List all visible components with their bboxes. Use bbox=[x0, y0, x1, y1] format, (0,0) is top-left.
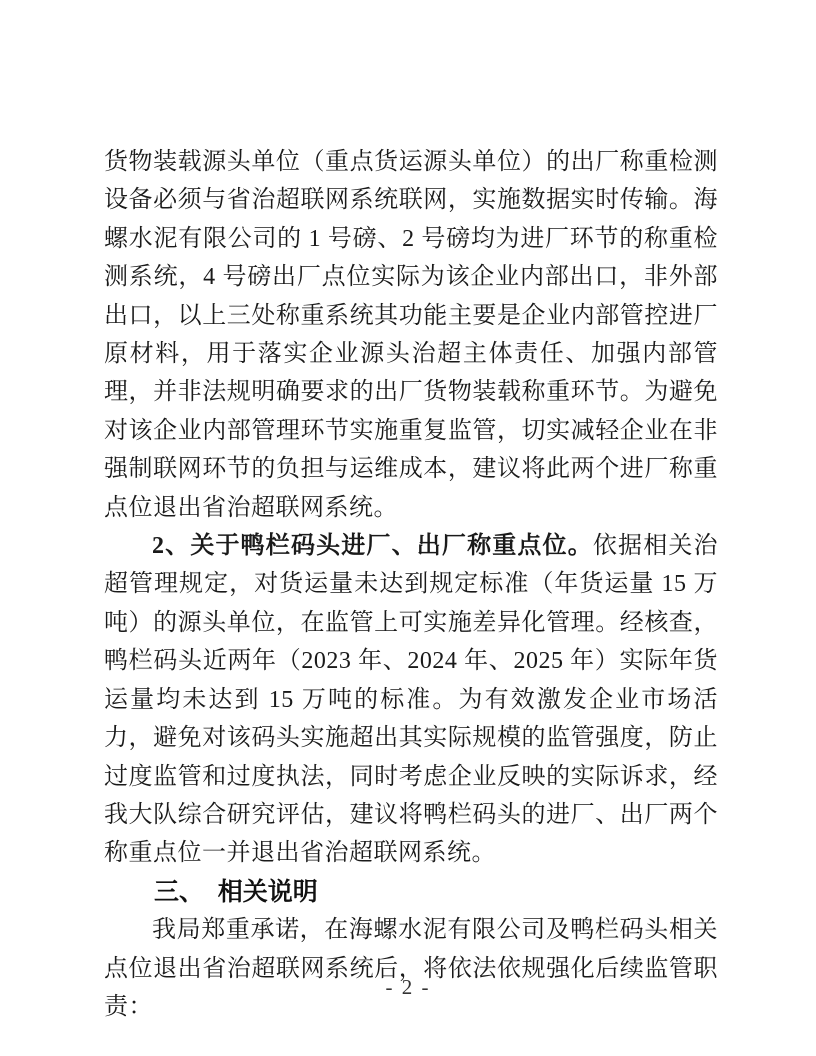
page-number: - 2 - bbox=[385, 975, 431, 999]
item-2-body-text: 依据相关治超管理规定，对货运量未达到规定标准（年货运量 15 万吨）的源头单位，在监管上可实施差异化管理。经核查，鸭栏码头近两年（2023 年、2024 年、2025 年）实际年货运量均未达到 15 万吨的标准。为有效激发企业市场活力，避免对该码头实施超出其实际规模的监管强度，防止过度监管和过度执法，同时考虑企业反映的实际诉求，经我大队综合研究评估，建议将鸭栏码头的进厂、出厂两个称重点位一并退出省治超联网系统。 bbox=[104, 533, 719, 867]
section-heading-number: 三、 bbox=[154, 877, 205, 906]
item-2-heading-inline: 2、关于鸭栏码头进厂、出厂称重点位。 bbox=[152, 533, 593, 560]
document-body bbox=[104, 143, 718, 1026]
body-paragraph-commitment: 我局郑重承诺，在海螺水泥有限公司及鸭栏码头相关点位退出省治超联网系统后，将依法依规强化后续监管职责： bbox=[104, 917, 718, 1020]
section-heading-related-notes bbox=[104, 873, 718, 911]
section-heading-title: 相关说明 bbox=[217, 877, 318, 906]
body-paragraph-item-2 bbox=[104, 527, 718, 873]
body-paragraph-continuation: 货物装载源头单位（重点货运源头单位）的出厂称重检测设备必须与省治超联网系统联网，实施数据实时传输。海螺水泥有限公司的 1 号磅、2 号磅均为进厂环节的称重检测系统，4 号磅出厂点位实际为该企业内部出口，非外部出口，以上三处称重系统其功能主要是企业内部管控进厂原材料，用于落实企业源头治超主体责任、加强内部管理，并非法规明确要求的出厂货物装载称重环节。为避免对该企业内部管理环节实施重复监管，切实减轻企业在非强制联网环节的负担与运维成本，建议将此两个进厂称重点位退出省治超联网系统。 bbox=[104, 149, 718, 521]
